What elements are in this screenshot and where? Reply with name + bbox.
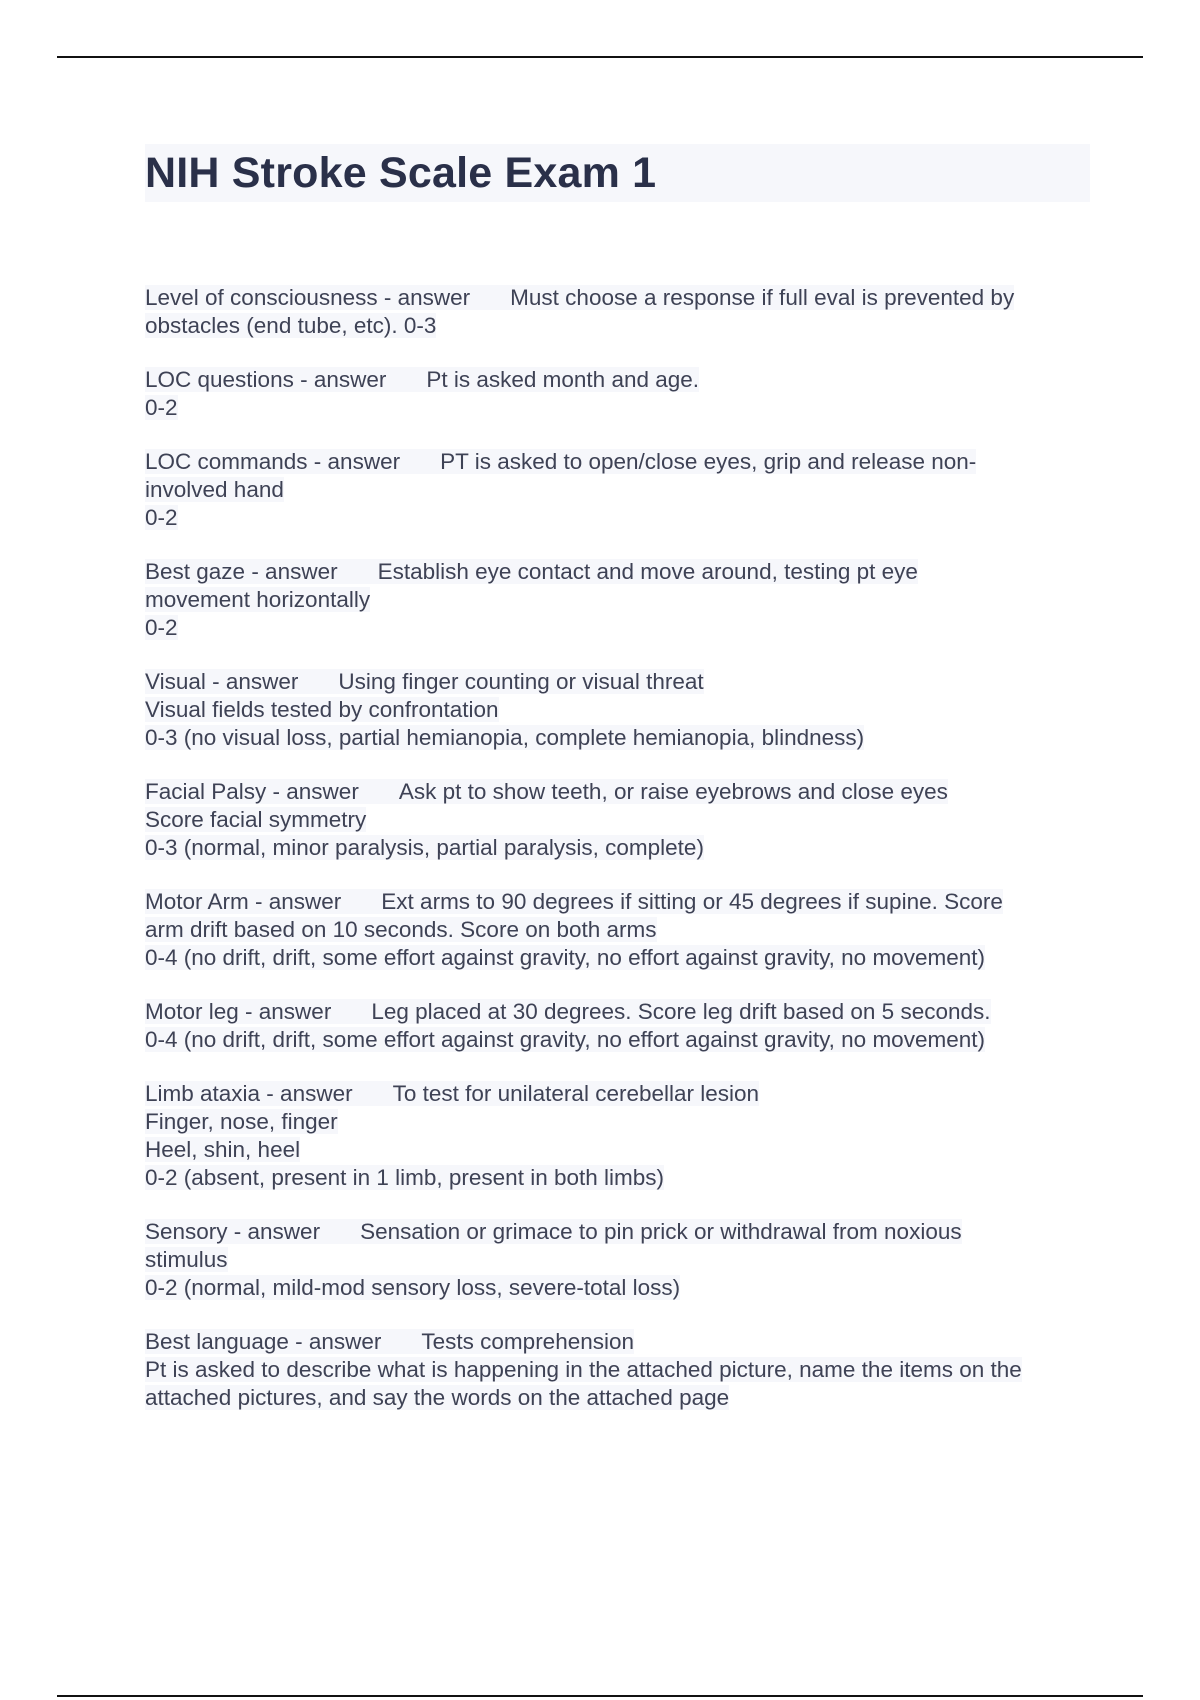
- flashcard-definition-text: stimulus: [145, 1247, 228, 1272]
- flashcard-definition: Using finger counting or visual threat: [338, 669, 704, 694]
- flashcard-item: [145, 668, 1090, 752]
- flashcard-definition: Pt is asked month and age.: [426, 367, 700, 392]
- flashcard-item: [145, 1080, 1090, 1192]
- flashcard-first-line: [145, 998, 1090, 1026]
- flashcard-definition-text: 0-2: [145, 505, 178, 530]
- flashcard-definition-line: [145, 944, 1090, 972]
- flashcard-definition-line: [145, 834, 1090, 862]
- flashcard-definition-line: [145, 1246, 1090, 1274]
- flashcard-item: [145, 558, 1090, 642]
- flashcard-definition-line: [145, 586, 1090, 614]
- flashcard-first-line: [145, 284, 1090, 312]
- flashcard-definition-line: [145, 312, 1090, 340]
- footer-rule: [57, 1695, 1143, 1697]
- flashcard-definition-text: obstacles (end tube, etc). 0-3: [145, 313, 437, 338]
- flashcard-item: [145, 366, 1090, 422]
- flashcard-highlight: [145, 285, 1014, 310]
- flashcard-item: [145, 284, 1090, 340]
- flashcard-term: Limb ataxia - answer: [145, 1081, 353, 1106]
- flashcard-definition-line: [145, 806, 1090, 834]
- flashcard-definition-line: [145, 614, 1090, 642]
- flashcard-first-line: [145, 778, 1090, 806]
- flashcard-definition: Must choose a response if full eval is prevented by: [510, 285, 1015, 310]
- flashcard-item: [145, 1218, 1090, 1302]
- flashcard-highlight: [145, 889, 1003, 914]
- flashcard-definition-text: Pt is asked to describe what is happening in the attached picture, name the items on the: [145, 1357, 1022, 1382]
- flashcard-highlight: [145, 559, 918, 584]
- flashcard-first-line: [145, 1080, 1090, 1108]
- flashcard-definition-line: [145, 1164, 1090, 1192]
- flashcard-definition: PT is asked to open/close eyes, grip and release non-: [440, 449, 977, 474]
- flashcard-definition-line: [145, 1026, 1090, 1054]
- flashcard-definition-text: 0-2: [145, 395, 178, 420]
- flashcard-item: [145, 778, 1090, 862]
- flashcard-highlight: [145, 1219, 962, 1244]
- flashcard-definition-text: arm drift based on 10 seconds. Score on both arms: [145, 917, 657, 942]
- flashcard-highlight: [145, 1081, 759, 1106]
- flashcard-definition-text: involved hand: [145, 477, 284, 502]
- flashcard-term: Facial Palsy - answer: [145, 779, 359, 804]
- flashcard-definition: Tests comprehension: [421, 1329, 635, 1354]
- flashcard-item: [145, 1328, 1090, 1412]
- flashcard-definition-text: 0-3 (no visual loss, partial hemianopia, complete hemianopia, blindness): [145, 725, 865, 750]
- flashcard-highlight: [145, 449, 976, 474]
- flashcard-definition-line: [145, 476, 1090, 504]
- flashcard-definition: Sensation or grimace to pin prick or withdrawal from noxious: [360, 1219, 962, 1244]
- flashcard-definition: Establish eye contact and move around, testing pt eye: [377, 559, 918, 584]
- flashcard-term: LOC commands - answer: [145, 449, 401, 474]
- flashcard-definition-line: [145, 394, 1090, 422]
- flashcard-definition-text: 0-2 (absent, present in 1 limb, present in both limbs): [145, 1165, 665, 1190]
- flashcard-definition-text: 0-3 (normal, minor paralysis, partial paralysis, complete): [145, 835, 704, 860]
- flashcard-first-line: [145, 1218, 1090, 1246]
- flashcard-highlight: [145, 669, 704, 694]
- flashcard-item: [145, 448, 1090, 532]
- flashcard-first-line: [145, 1328, 1090, 1356]
- flashcard-definition-text: movement horizontally: [145, 587, 371, 612]
- flashcard-term: Best gaze - answer: [145, 559, 338, 584]
- flashcard-term: Motor Arm - answer: [145, 889, 342, 914]
- page-title: NIH Stroke Scale Exam 1: [145, 149, 657, 197]
- title-block: [145, 144, 1090, 202]
- flashcard-term: Level of consciousness - answer: [145, 285, 471, 310]
- flashcard-definition-line: [145, 1108, 1090, 1136]
- flashcard-definition: To test for unilateral cerebellar lesion: [392, 1081, 760, 1106]
- flashcard-term: Motor leg - answer: [145, 999, 332, 1024]
- flashcard-first-line: [145, 366, 1090, 394]
- flashcard-term: Sensory - answer: [145, 1219, 321, 1244]
- flashcard-item: [145, 998, 1090, 1054]
- flashcard-definition-line: [145, 724, 1090, 752]
- flashcard-definition: Ext arms to 90 degrees if sitting or 45 degrees if supine. Score: [381, 889, 1003, 914]
- flashcard-definition-text: 0-4 (no drift, drift, some effort against gravity, no effort against gravity, no movement): [145, 1027, 985, 1052]
- flashcard-list: [145, 284, 1090, 1438]
- flashcard-highlight: [145, 367, 699, 392]
- flashcard-definition-text: 0-4 (no drift, drift, some effort against gravity, no effort against gravity, no movement): [145, 945, 985, 970]
- flashcard-definition-text: Visual fields tested by confrontation: [145, 697, 499, 722]
- flashcard-first-line: [145, 448, 1090, 476]
- flashcard-item: [145, 888, 1090, 972]
- flashcard-definition-line: [145, 1356, 1090, 1384]
- flashcard-term: LOC questions - answer: [145, 367, 387, 392]
- flashcard-definition-text: Finger, nose, finger: [145, 1109, 338, 1134]
- flashcard-definition-line: [145, 696, 1090, 724]
- flashcard-first-line: [145, 888, 1090, 916]
- flashcard-definition-text: attached pictures, and say the words on the attached page: [145, 1385, 730, 1410]
- flashcard-highlight: [145, 779, 948, 804]
- flashcard-first-line: [145, 558, 1090, 586]
- flashcard-definition-text: 0-2 (normal, mild-mod sensory loss, severe-total loss): [145, 1275, 681, 1300]
- flashcard-definition-line: [145, 1136, 1090, 1164]
- flashcard-first-line: [145, 668, 1090, 696]
- header-rule: [57, 56, 1143, 58]
- flashcard-term: Visual - answer: [145, 669, 299, 694]
- flashcard-definition: Ask pt to show teeth, or raise eyebrows and close eyes: [398, 779, 948, 804]
- flashcard-definition-line: [145, 504, 1090, 532]
- flashcard-definition-line: [145, 1274, 1090, 1302]
- flashcard-definition-text: Heel, shin, heel: [145, 1137, 301, 1162]
- flashcard-definition-line: [145, 916, 1090, 944]
- flashcard-definition-line: [145, 1384, 1090, 1412]
- flashcard-highlight: [145, 1329, 634, 1354]
- flashcard-definition-text: Score facial symmetry: [145, 807, 367, 832]
- flashcard-highlight: [145, 999, 991, 1024]
- flashcard-definition-text: 0-2: [145, 615, 178, 640]
- flashcard-definition: Leg placed at 30 degrees. Score leg drift based on 5 seconds.: [371, 999, 991, 1024]
- flashcard-term: Best language - answer: [145, 1329, 382, 1354]
